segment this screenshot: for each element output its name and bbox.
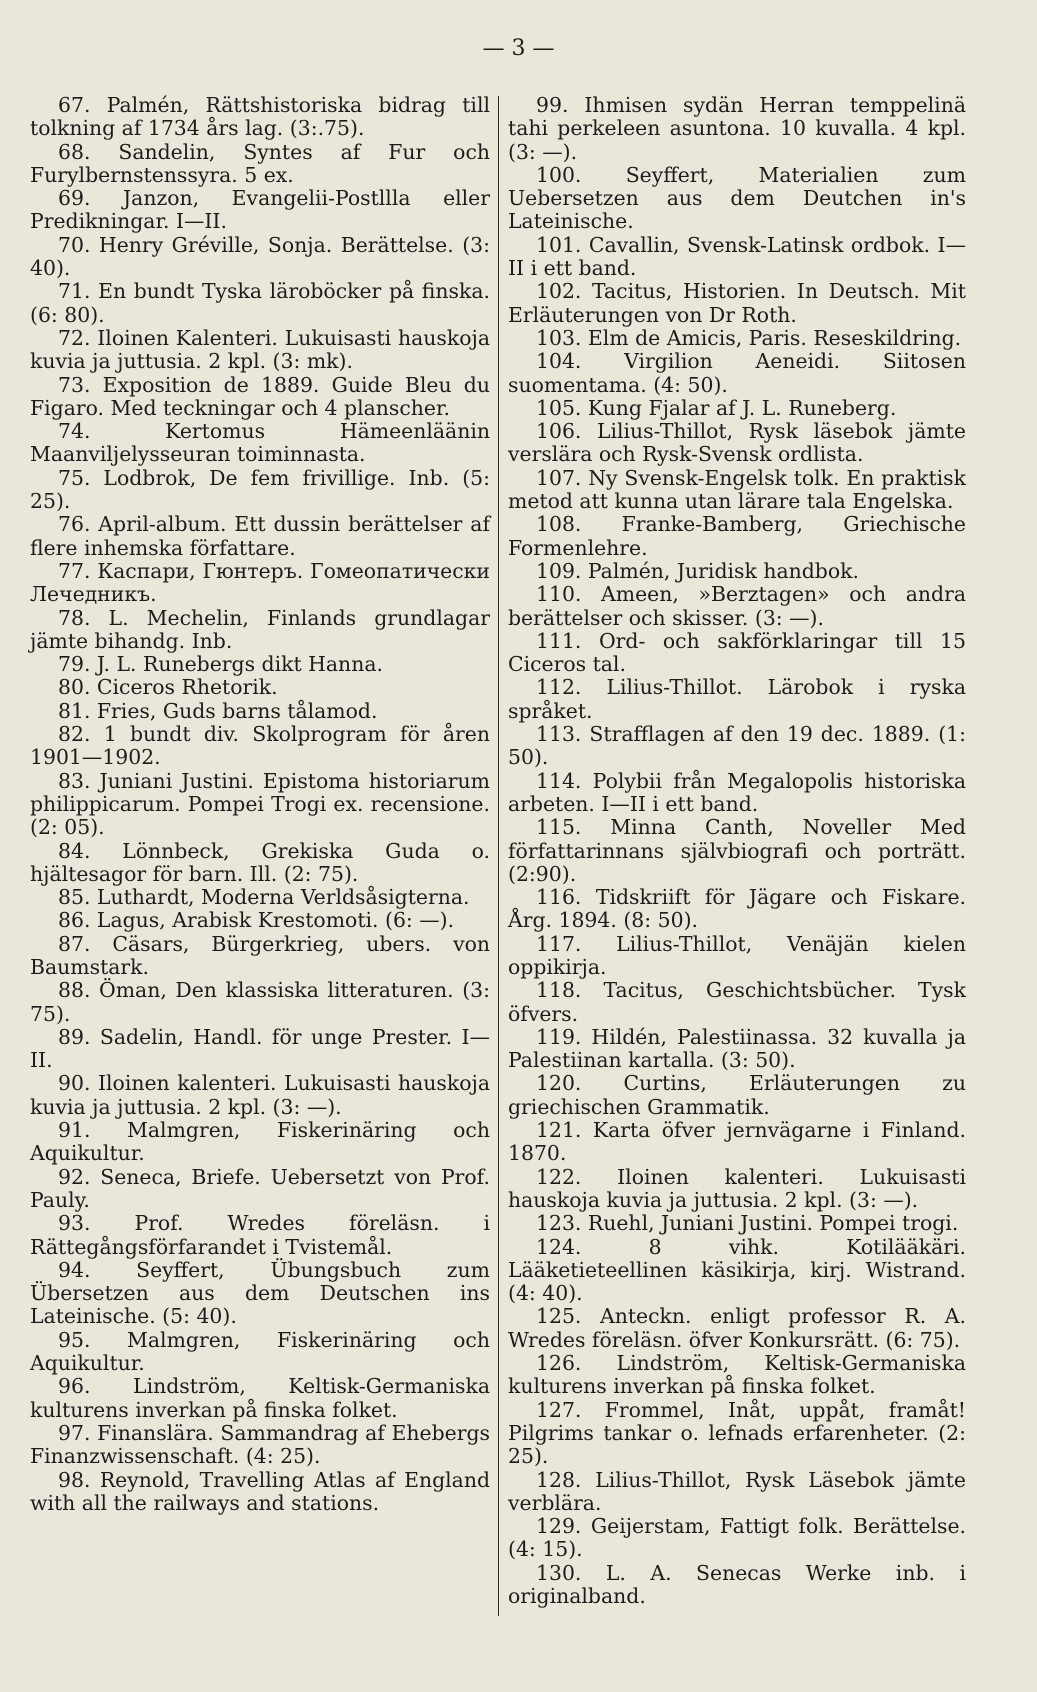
page-number: — 3 — bbox=[482, 36, 555, 61]
catalog-entry: 118. Tacitus, Geschichtsbücher. Tysk öfvers. bbox=[508, 978, 966, 1026]
catalog-entry: 101. Cavallin, Svensk-Latinsk ordbok. I—II i ett band. bbox=[508, 232, 966, 281]
left-column bbox=[30, 94, 490, 1515]
catalog-entry: 94. Seyffert, Übungsbuch zum Übersetzen aus dem Deutschen ins Lateinische. (5: 40). bbox=[30, 1257, 490, 1329]
catalog-entry: 115. Minna Canth, Noveller Med författarinnans självbiografi och porträtt. (2:90). bbox=[508, 815, 966, 886]
catalog-entry: 108. Franke-Bamberg, Griechische Formenlehre. bbox=[508, 512, 966, 560]
catalog-entry: 70. Henry Gréville, Sonja. Berättelse. (3: 40). bbox=[30, 232, 490, 281]
catalog-entry: 82. 1 bundt div. Skolprogram för åren 1901—1902. bbox=[30, 722, 490, 770]
catalog-entry: 109. Palmén, Juridisk handbok. bbox=[536, 558, 859, 583]
column-divider bbox=[498, 96, 499, 1616]
catalog-entry: 98. Reynold, Travelling Atlas af England with all the railways and stations. bbox=[30, 1467, 490, 1515]
catalog-entry: 130. L. A. Senecas Werke inb. i originalband. bbox=[508, 1560, 966, 1608]
catalog-entry: 105. Kung Fjalar af J. L. Runeberg. bbox=[536, 395, 897, 420]
catalog-entry: 107. Ny Svensk-Engelsk tolk. En praktisk metod att kunna utan lärare tala Engelska. bbox=[508, 465, 966, 514]
catalog-entry: 81. Fries, Guds barns tålamod. bbox=[58, 698, 378, 723]
catalog-entry: 74. Kertomus Hämeenläänin Maanviljelysseuran toiminnasta. bbox=[30, 419, 490, 467]
catalog-entry: 102. Tacitus, Historien. In Deutsch. Mit Erläuterungen von Dr Roth. bbox=[508, 279, 966, 327]
catalog-entry: 121. Karta öfver jernvägarne i Finland. 1870. bbox=[508, 1118, 966, 1166]
catalog-entry: 84. Lönnbeck, Grekiska Guda o. hjältesagor för barn. Ill. (2: 75). bbox=[30, 838, 490, 886]
catalog-entry: 91. Malmgren, Fiskerinäring och Aquikultur. bbox=[30, 1118, 490, 1166]
catalog-entry: 122. Iloinen kalenteri. Lukuisasti hauskoja kuvia ja juttusia. 2 kpl. (3: —). bbox=[508, 1164, 966, 1212]
catalog-entry: 76. April-album. Ett dussin berättelser af flere inhemska författare. bbox=[30, 512, 490, 560]
catalog-entry: 111. Ord- och sakförklaringar till 15 Ciceros tal. bbox=[508, 628, 966, 677]
catalog-entry: 106. Lilius-Thillot, Rysk läsebok jämte verslära och Rysk-Svensk ordlista. bbox=[508, 419, 966, 467]
catalog-entry: 68. Sandelin, Syntes af Fur och Furylbernstenssyra. 5 ex. bbox=[30, 139, 490, 187]
catalog-entry: 78. L. Mechelin, Finlands grundlagar jämte bihandg. Inb. bbox=[30, 605, 490, 653]
catalog-entry: 112. Lilius-Thillot. Lärobok i ryska språket. bbox=[508, 675, 966, 723]
catalog-entry: 90. Iloinen kalenteri. Lukuisasti hauskoja kuvia ja juttusia. 2 kpl. (3: —). bbox=[30, 1071, 490, 1119]
right-column bbox=[508, 94, 966, 1608]
catalog-entry: 95. Malmgren, Fiskerinäring och Aquikultur. bbox=[30, 1327, 490, 1376]
catalog-entry: 110. Ameen, »Berztagen» och andra berättelser och skisser. (3: —). bbox=[508, 582, 966, 630]
catalog-entry: 116. Tidskriift för Jägare och Fiskare. Årg. 1894. (8: 50). bbox=[508, 885, 966, 933]
catalog-entry: 126. Lindström, Keltisk-Germaniska kulturens inverkan på finska folket. bbox=[508, 1351, 966, 1399]
catalog-entry: 120. Curtins, Erläuterungen zu griechischen Grammatik. bbox=[508, 1071, 966, 1119]
catalog-entry: 89. Sadelin, Handl. för unge Prester. I—II. bbox=[30, 1024, 490, 1073]
catalog-entry: 103. Elm de Amicis, Paris. Reseskildring. bbox=[536, 325, 962, 350]
catalog-entry: 113. Strafflagen af den 19 dec. 1889. (1: 50). bbox=[508, 722, 966, 770]
catalog-entry: 83. Juniani Justini. Epistoma historiarum philippicarum. Pompei Trogi ex. recensione. (2: 05). bbox=[30, 768, 490, 840]
catalog-entry: 88. Öman, Den klassiska litteraturen. (3: 75). bbox=[30, 978, 490, 1026]
catalog-entry: 79. J. L. Runebergs dikt Hanna. bbox=[58, 652, 383, 677]
catalog-entry: 127. Frommel, Inåt, uppåt, framåt! Pilgrims tankar o. lefnads erfarenheter. (2: 25). bbox=[508, 1397, 966, 1469]
catalog-entry: 124. 8 vihk. Kotilääkäri. Lääketieteellinen käsikirja, kirj. Wistrand. (4: 40). bbox=[508, 1234, 966, 1306]
catalog-entry: 93. Prof. Wredes föreläsn. i Rättegångsförfarandet i Tvistemål. bbox=[30, 1211, 490, 1259]
catalog-entry: 100. Seyffert, Materialien zum Uebersetzen aus dem Deutchen in's Lateinische. bbox=[508, 162, 966, 234]
catalog-entry: 77. Каспари, Гюнтеръ. Гомеопатически Лечедникъ. bbox=[30, 558, 490, 607]
catalog-entry: 99. Ihmisen sydän Herran temppelinä tahi perkeleen asuntona. 10 kuvalla. 4 kpl. (3: —). bbox=[508, 93, 966, 164]
catalog-entry: 92. Seneca, Briefe. Uebersetzt von Prof. Pauly. bbox=[30, 1164, 490, 1212]
catalog-entry: 69. Janzon, Evangelii-Postllla eller Predikningar. I—II. bbox=[30, 186, 490, 234]
catalog-entry: 97. Finanslära. Sammandrag af Ehebergs Finanzwissenschaft. (4: 25). bbox=[30, 1420, 490, 1469]
catalog-entry: 123. Ruehl, Juniani Justini. Pompei trogi. bbox=[536, 1211, 959, 1236]
catalog-entry: 129. Geijerstam, Fattigt folk. Berättelse. (4: 15). bbox=[508, 1514, 966, 1562]
catalog-entry: 128. Lilius-Thillot, Rysk Läsebok jämte verblära. bbox=[508, 1467, 966, 1515]
catalog-entry: 104. Virgilion Aeneidi. Siitosen suomentama. (4: 50). bbox=[508, 349, 966, 397]
catalog-entry: 75. Lodbrok, De fem frivillige. Inb. (5: 25). bbox=[30, 465, 490, 514]
catalog-entry: 125. Anteckn. enligt professor R. A. Wredes föreläsn. öfver Konkursrätt. (6: 75). bbox=[508, 1304, 966, 1352]
catalog-entry: 117. Lilius-Thillot, Venäjän kielen oppikirja. bbox=[508, 931, 966, 979]
catalog-entry: 67. Palmén, Rättshistoriska bidrag till tolkning af 1734 års lag. (3:.75). bbox=[30, 93, 490, 141]
catalog-entry: 73. Exposition de 1889. Guide Bleu du Figaro. Med teckningar och 4 planscher. bbox=[30, 372, 490, 420]
catalog-entry: 85. Luthardt, Moderna Verldsåsigterna. bbox=[58, 885, 470, 910]
catalog-entry: 119. Hildén, Palestiinassa. 32 kuvalla ja Palestiinan kartalla. (3: 50). bbox=[508, 1024, 966, 1073]
catalog-entry: 71. En bundt Tyska läroböcker på finska. (6: 80). bbox=[30, 279, 490, 327]
catalog-entry: 86. Lagus, Arabisk Krestomoti. (6: —). bbox=[58, 908, 455, 933]
catalog-entry: 96. Lindström, Keltisk-Germaniska kulturens inverkan på finska folket. bbox=[30, 1374, 490, 1422]
catalog-entry: 87. Cäsars, Bürgerkrieg, ubers. von Baumstark. bbox=[30, 931, 490, 979]
catalog-entry: 114. Polybii från Megalopolis historiska arbeten. I—II i ett band. bbox=[508, 768, 966, 816]
catalog-entry: 80. Ciceros Rhetorik. bbox=[58, 675, 278, 700]
catalog-entry: 72. Iloinen Kalenteri. Lukuisasti hauskoja kuvia ja juttusia. 2 kpl. (3: mk). bbox=[30, 325, 490, 374]
